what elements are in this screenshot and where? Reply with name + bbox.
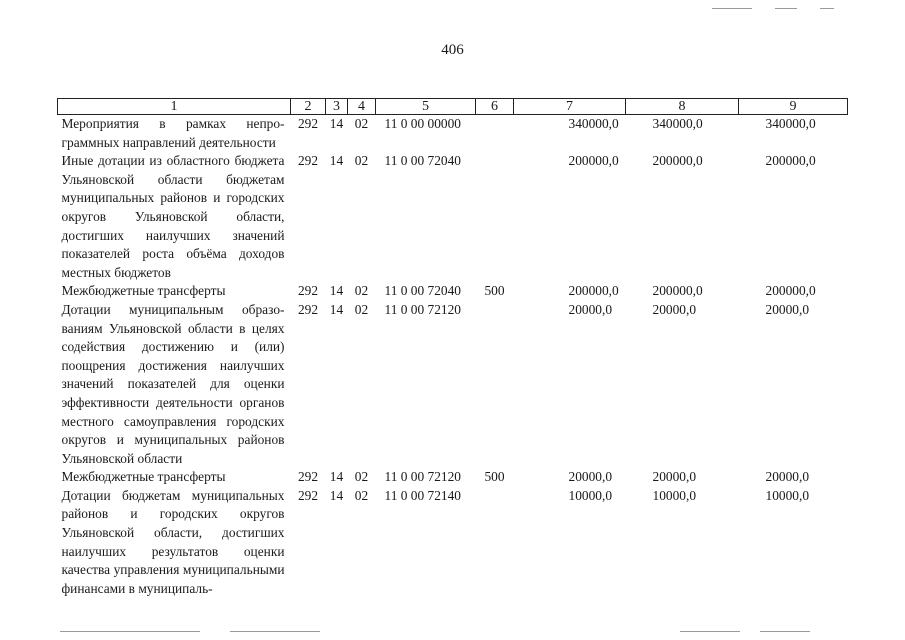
cell-subsection: 02 (354, 301, 369, 317)
scan-artifact (60, 631, 200, 632)
cell-amount: 20000,0 (568, 301, 613, 317)
cell-name: Мероприятия в рамках непрограммных направлений деятельности (61, 116, 285, 150)
cell-target-article: 11 0 00 72140 (384, 487, 461, 503)
cell-name: Межбюджетные трансферты (61, 283, 226, 299)
cell-grbs: 292 (297, 153, 319, 169)
cell-grbs: 292 (297, 301, 319, 317)
cell-expense-type: 500 (484, 283, 505, 299)
column-header: 2 (291, 99, 326, 115)
cell-section: 14 (329, 469, 344, 485)
cell-name: Межбюджетные трансферты (61, 469, 226, 485)
cell-amount: 200000,0 (652, 283, 703, 299)
column-header: 7 (514, 99, 626, 115)
cell-name: Иные дотации из областного бюджета Ульяновской области бюджетам муниципальных районов и городских округов Ульяновской области, достигших наилучших значений показателей роста объёма доходов местных бюджетов (61, 153, 285, 280)
cell-expense-type (476, 115, 514, 153)
cell-subsection: 02 (354, 469, 369, 485)
table-body (58, 115, 848, 599)
cell-amount: 200000,0 (568, 283, 619, 299)
cell-amount: 340000,0 (765, 116, 816, 131)
cell-target-article: 11 0 00 72120 (384, 469, 461, 485)
cell-section: 14 (329, 283, 344, 299)
cell-amount: 10000,0 (765, 487, 810, 503)
column-header: 1 (58, 99, 291, 115)
cell-expense-type: 500 (484, 469, 505, 485)
cell-target-article: 11 0 00 72040 (384, 153, 461, 169)
column-header-row (58, 99, 848, 115)
cell-expense-type (476, 487, 514, 599)
cell-amount: 20000,0 (652, 301, 697, 317)
cell-target-article: 11 0 00 72120 (384, 301, 461, 317)
cell-amount: 20000,0 (652, 469, 697, 485)
cell-grbs: 292 (297, 487, 319, 503)
cell-name: Дотации бюджетам муниципальных районов и городских округов Ульяновской области, достигших наилучших результатов оценки качества управления муниципальными финансами в муниципаль- (61, 487, 285, 596)
cell-subsection: 02 (354, 283, 369, 299)
column-header: 3 (326, 99, 348, 115)
cell-amount: 200000,0 (765, 153, 816, 169)
table-row (58, 468, 848, 487)
cell-amount: 20000,0 (568, 469, 613, 485)
cell-section: 14 (329, 153, 344, 169)
scan-artifact (680, 631, 740, 632)
cell-target-article: 11 0 00 00000 (384, 116, 461, 131)
cell-amount: 20000,0 (765, 301, 810, 317)
scan-artifact (230, 631, 320, 632)
cell-amount: 200000,0 (765, 283, 816, 299)
table-row (58, 152, 848, 282)
column-header: 4 (348, 99, 376, 115)
cell-amount: 340000,0 (568, 116, 619, 131)
cell-amount: 200000,0 (652, 153, 703, 169)
table-row (58, 301, 848, 468)
table-row (58, 487, 848, 599)
scan-artifact (712, 8, 752, 9)
cell-amount: 10000,0 (652, 487, 697, 503)
cell-amount: 200000,0 (568, 153, 619, 169)
cell-name: Дотации муниципальным образованиям Ульяновской области в целях содействия достижению и (или) поощрения достижения наилучших значений показателей для оценки эффективности деятельности органов местного самоуправления городских округов и муниципальных районов Ульяновской области (61, 301, 285, 466)
page-number: 406 (441, 42, 464, 58)
column-header: 5 (376, 99, 476, 115)
cell-amount: 20000,0 (765, 469, 810, 485)
cell-amount: 340000,0 (652, 116, 703, 131)
cell-section: 14 (329, 487, 344, 503)
cell-expense-type (476, 301, 514, 468)
cell-amount: 10000,0 (568, 487, 613, 503)
cell-target-article: 11 0 00 72040 (384, 283, 461, 299)
cell-subsection: 02 (354, 116, 369, 131)
scan-artifact (775, 8, 797, 9)
table-row (58, 115, 848, 153)
cell-expense-type (476, 152, 514, 282)
column-header: 6 (476, 99, 514, 115)
cell-grbs: 292 (297, 116, 319, 131)
column-header: 8 (626, 99, 739, 115)
scan-artifact (760, 631, 810, 632)
budget-table (57, 98, 848, 598)
cell-grbs: 292 (297, 283, 319, 299)
cell-grbs: 292 (297, 469, 319, 485)
table-row (58, 282, 848, 301)
scan-artifact (820, 8, 834, 9)
cell-section: 14 (329, 116, 344, 131)
cell-subsection: 02 (354, 487, 369, 503)
cell-section: 14 (329, 301, 344, 317)
column-header: 9 (739, 99, 848, 115)
cell-subsection: 02 (354, 153, 369, 169)
